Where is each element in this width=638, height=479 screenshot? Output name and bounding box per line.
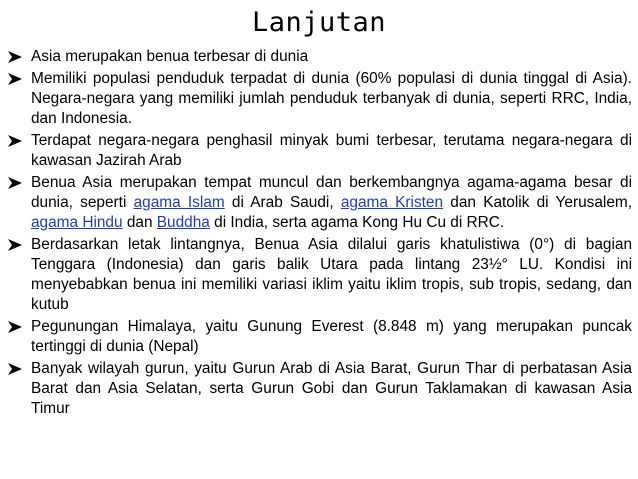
arrowhead-bullet-icon <box>6 235 26 255</box>
bullet-text: Asia merupakan benua terbesar di dunia <box>31 48 309 65</box>
bullet-item-4 <box>6 173 632 233</box>
bullet-item-6 <box>6 317 632 357</box>
bullet-list <box>6 47 632 421</box>
arrowhead-bullet-icon <box>6 131 26 151</box>
bullet-item-3 <box>6 131 632 171</box>
bullet-text: di India, serta agama Kong Hu Cu di RRC. <box>209 214 505 231</box>
bullet-text: Memiliki populasi penduduk terpadat di dunia (60% populasi di dunia tinggal di Asia). Negara-negara yang memiliki jumlah penduduk terbanyak di dunia, seperti RRC, India, dan Indonesia. <box>31 70 632 127</box>
bullet-text: Berdasarkan letak lintangnya, Benua Asia dilalui garis khatulistiwa (0°) di bagian Tenggara (Indonesia) dan garis balik Utara pada lintang 23½° LU. Kondisi ini menyebabkan benua ini memiliki variasi iklim yaitu iklim tropis, sub tropis, sedang, dan kutub <box>31 236 632 313</box>
bullet-text: Banyak wilayah gurun, yaitu Gurun Arab di Asia Barat, Gurun Thar di perbatasan Asia Barat dan Asia Selatan, serta Gurun Gobi dan Gurun Taklamakan di kawasan Asia Timur <box>31 360 632 417</box>
link-agama-islam[interactable]: agama Islam <box>133 194 225 211</box>
bullet-text: dan Katolik di Yerusalem, <box>443 194 632 211</box>
bullet-text: Terdapat negara-negara penghasil minyak bumi terbesar, terutama negara-negara di kawasan Jazirah Arab <box>31 132 632 169</box>
bullet-text: di Arab Saudi, <box>224 194 341 211</box>
bullet-text: Benua Asia merupakan tempat muncul dan berkembangnya agama-agama besar di dunia, seperti <box>31 174 632 211</box>
bullet-text: dan <box>122 214 157 231</box>
bullet-item-5 <box>6 235 632 315</box>
bullet-text: Pegunungan Himalaya, yaitu Gunung Everest (8.848 m) yang merupakan puncak tertinggi di dunia (Nepal) <box>31 318 632 355</box>
bullet-item-1 <box>6 47 632 67</box>
bullet-item-7 <box>6 359 632 419</box>
arrowhead-bullet-icon <box>6 359 26 379</box>
arrowhead-bullet-icon <box>6 317 26 337</box>
bullet-item-2 <box>6 69 632 129</box>
arrowhead-bullet-icon <box>6 69 26 89</box>
arrowhead-bullet-icon <box>6 47 26 67</box>
link-buddha[interactable]: Buddha <box>156 214 210 231</box>
arrowhead-bullet-icon <box>6 173 26 193</box>
slide-title: Lanjutan <box>251 7 387 38</box>
link-agama-kristen[interactable]: agama Kristen <box>340 194 444 211</box>
link-agama-hindu[interactable]: agama Hindu <box>31 214 123 231</box>
